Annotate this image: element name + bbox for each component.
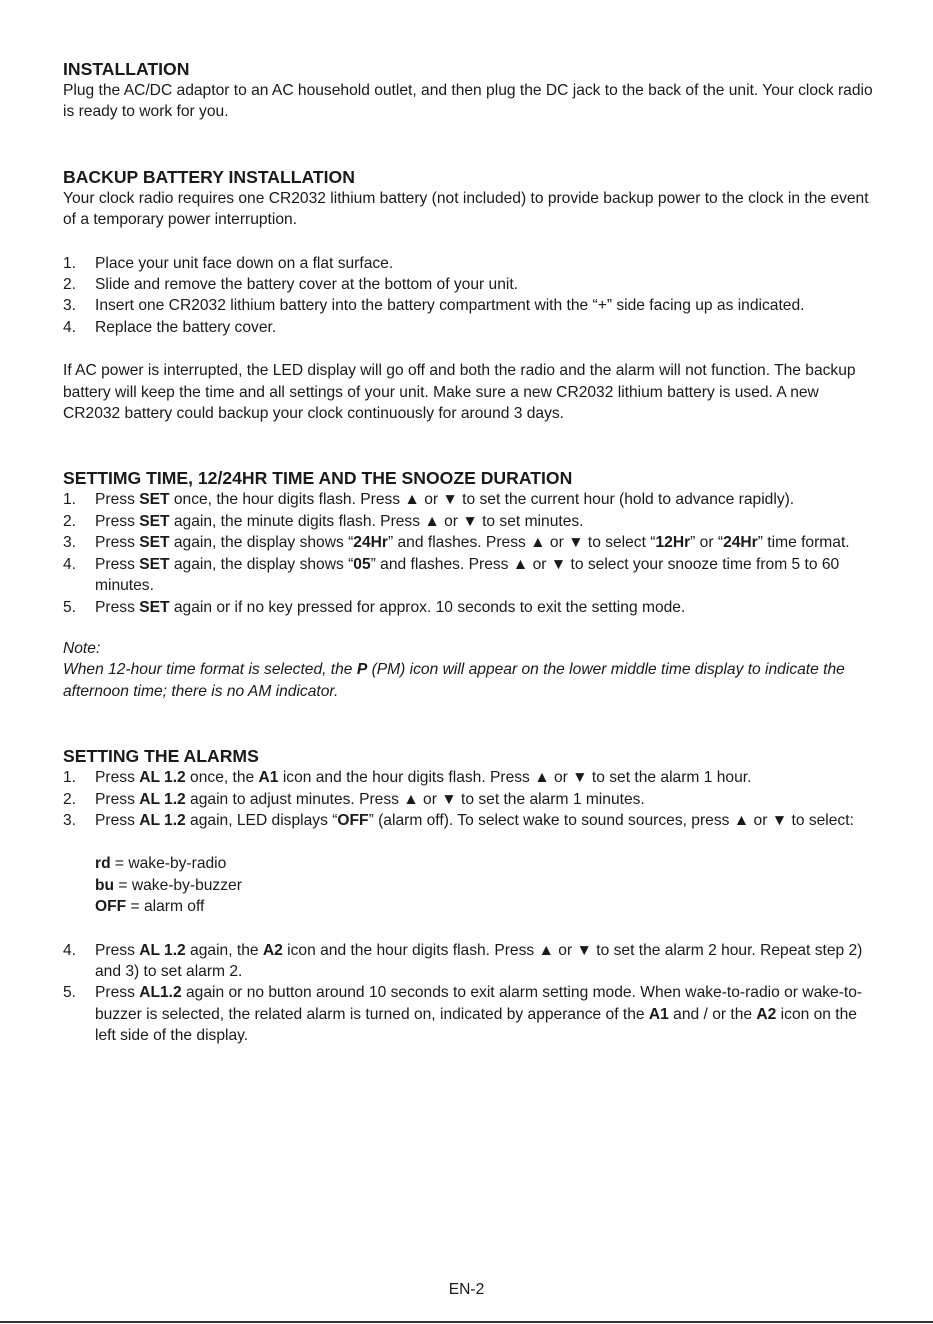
installation-text: Plug the AC/DC adaptor to an AC household outlet, and then plug the DC jack to the back of the unit. Your clock radio is ready to work for you. <box>63 82 873 121</box>
installation-heading: INSTALLATION <box>63 59 190 79</box>
list-item: 1. Press SET once, the hour digits flash. Press ▲ or ▼ to set the current hour (hold to advance rapidly). <box>63 491 795 509</box>
note-text: When 12-hour time format is selected, the P (PM) icon will appear on the lower middle time display to indicate the afternoon time; there is no AM indicator. <box>63 661 845 700</box>
setting-time-steps-list <box>63 489 873 617</box>
list-item: 1. Press AL 1.2 once, the A1 icon and the hour digits flash. Press ▲ or ▼ to set the alarm 1 hour. <box>63 769 752 787</box>
wake-source-options <box>63 853 873 917</box>
bottom-divider <box>0 1321 933 1323</box>
list-item: 3. Insert one CR2032 lithium battery into the battery compartment with the “+” side facing up as indicated. <box>63 297 805 315</box>
setting-time-heading: SETTIMG TIME, 12/24HR TIME AND THE SNOOZE DURATION <box>63 468 573 489</box>
list-item: 4. Press SET again, the display shows “05” and flashes. Press ▲ or ▼ to select your snooze time from 5 to 60 minutes. <box>63 555 840 595</box>
list-item: 2. Press AL 1.2 again to adjust minutes. Press ▲ or ▼ to set the alarm 1 minutes. <box>63 790 645 808</box>
setting-alarms-heading: SETTING THE ALARMS <box>63 746 259 767</box>
list-item: 4. Press AL 1.2 again, the A2 icon and the hour digits flash. Press ▲ or ▼ to set the alarm 2 hour. Repeat step 2) and 3) to set alarm 2. <box>63 941 863 980</box>
list-item: 1. Place your unit face down on a flat surface. <box>63 254 394 272</box>
list-item: 5. Press SET again or if no key pressed for approx. 10 seconds to exit the setting mode. <box>63 598 686 616</box>
backup-steps-list <box>63 253 873 339</box>
backup-battery-heading: BACKUP BATTERY INSTALLATION <box>63 166 355 187</box>
option-off: OFF = alarm off <box>95 898 205 916</box>
list-item: 3. Press AL 1.2 again, LED displays “OFF” (alarm off). To select wake to sound sources, press ▲ or ▼ to select: <box>63 811 854 829</box>
list-item: 3. Press SET again, the display shows “24Hr” and flashes. Press ▲ or ▼ to select “12Hr” or “24Hr” time format. <box>63 534 850 552</box>
alarm-steps-list-cont <box>63 940 873 1047</box>
page-number: EN-2 <box>448 1281 485 1298</box>
option-radio: rd = wake-by-radio <box>95 855 227 873</box>
alarm-steps-list <box>63 767 873 831</box>
option-buzzer: bu = wake-by-buzzer <box>95 876 242 894</box>
note-label: Note: <box>63 639 101 657</box>
list-item: 5. Press AL1.2 again or no button around 10 seconds to exit alarm setting mode. When wake-to-radio or wake-to-buzzer is selected, the related alarm is turned on, indicated by apperance of the A1 and / or the A2 icon on the left side of the display. <box>63 984 863 1045</box>
list-item: 4. Replace the battery cover. <box>63 318 277 336</box>
list-item: 2. Slide and remove the battery cover at the bottom of your unit. <box>63 276 518 294</box>
list-item: 2. Press SET again, the minute digits flash. Press ▲ or ▼ to set minutes. <box>63 512 584 530</box>
backup-note-text: If AC power is interrupted, the LED display will go off and both the radio and the alarm will not function. The backup battery will keep the time and all settings of your unit. Make sure a new CR2032 lithium battery is used. A new CR2032 battery could backup your clock continuously for around 3 days. <box>63 362 856 423</box>
backup-intro-text: Your clock radio requires one CR2032 lithium battery (not included) to provide backup power to the clock in the event of a temporary power interruption. <box>63 189 869 229</box>
manual-page <box>63 58 873 1047</box>
